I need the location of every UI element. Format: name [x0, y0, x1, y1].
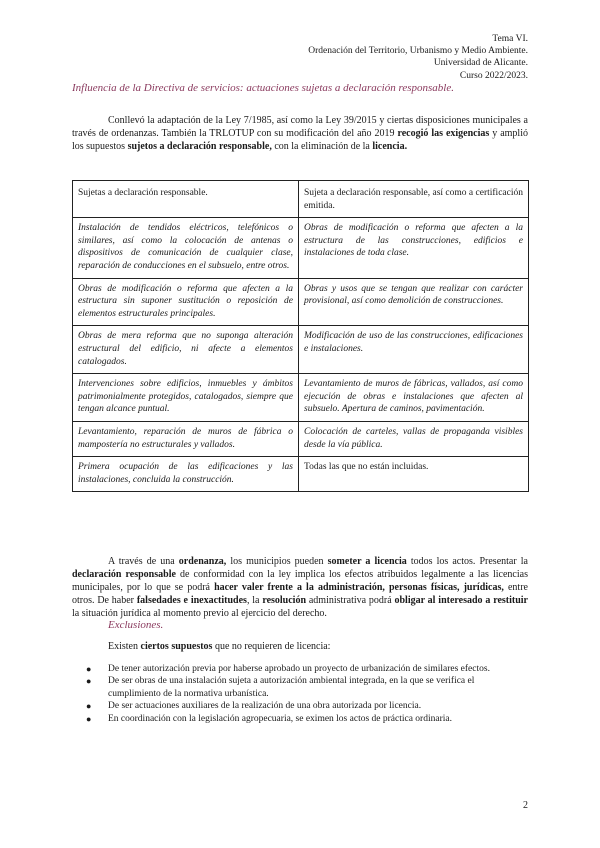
list-item: ● En coordinación con la legislación agropecuaria, se eximen los actos de práctica ordinaria.	[86, 713, 452, 724]
bold-phrase: licencia.	[372, 141, 408, 152]
exclusions-intro: Existen ciertos supuestos que no requieren de licencia:	[108, 641, 331, 652]
bold-phrase: falsedades e inexactitudes	[136, 595, 247, 606]
table-row	[73, 457, 529, 492]
table-cell: Levantamiento de muros de fábricas, vallados, así como ejecución de obras e instalaciones que afecten al subsuelo. Apertura de caminos, pavimentación.	[299, 374, 529, 422]
table-cell: Modificación de uso de las construcciones, edificaciones e instalaciones.	[299, 326, 529, 374]
header-subject: Ordenación del Territorio, Urbanismo y Medio Ambiente.	[308, 46, 528, 57]
bold-phrase: obligar al interesado a restituir	[394, 595, 528, 606]
table-cell: Obras de modificación o reforma que afecten a la estructura de las construcciones, edificios e instalaciones de toda clase.	[299, 218, 529, 278]
table-row	[73, 421, 529, 456]
intro-paragraph: Conllevó la adaptación de la Ley 7/1985, así como la Ley 39/2015 y ciertas disposiciones municipales a través de ordenanzas. También la TRLOTUP con su modificación del año 2019 recogió las exigencias y amplió los supuestos sujetos a declaración responsable, con la eliminación de la licencia.	[72, 115, 528, 152]
page-number: 2	[523, 800, 528, 811]
bold-phrase: resolución	[262, 595, 307, 606]
header-topic: Tema VI.	[492, 34, 528, 44]
bullet-icon: ●	[86, 664, 92, 674]
list-item: ● De ser obras de una instalación sujeta a autorización ambiental integrada, en la que se verifica el cumplimiento de la normativa urbanística.	[86, 676, 475, 699]
table-row	[73, 374, 529, 422]
table-row	[73, 326, 529, 374]
table-cell: Obras y usos que se tengan que realizar con carácter provisional, así como demolición de construcciones.	[299, 278, 529, 326]
exclusions-list	[72, 663, 528, 725]
bold-phrase: ordenanza,	[178, 556, 227, 567]
section-title: Influencia de la Directiva de servicios: actuaciones sujetas a declaración responsable.	[72, 82, 454, 94]
comparison-table	[72, 180, 529, 492]
table-cell: Intervenciones sobre edificios, inmuebles y ámbitos patrimonialmente protegidos, catalogados, siempre que tengan alcance puntual.	[73, 374, 299, 422]
table-cell: Obras de modificación o reforma que afecten a la estructura sin suponer sustitución o reposición de elementos estructurales principales.	[73, 278, 299, 326]
bold-phrase: sujetos a declaración responsable,	[127, 141, 272, 152]
table-row	[73, 218, 529, 278]
table-header-cell: Sujeta a declaración responsable, así como a certificación emitida.	[299, 181, 529, 218]
table-header-row	[73, 181, 529, 218]
body-paragraph: A través de una ordenanza, los municipios pueden someter a licencia todos los actos. Presentar la declaración responsable de conformidad con la ley implica los efectos atribuidos legalmente a las licencias municipales, por lo que se podrá hacer valer frente a la administración, personas físicas, jurídicas, entre otros. De haber falsedades e inexactitudes, la resolución administrativa podrá obligar al interesado a restituir la situación jurídica al momento previo al ejercicio del derecho.	[72, 556, 528, 619]
table-cell: Primera ocupación de las edificaciones y las instalaciones, concluida la construcción.	[73, 457, 299, 492]
header-course: Curso 2022/2023.	[459, 70, 528, 81]
bold-phrase: hacer valer frente a la administración, personas físicas, jurídicas,	[214, 582, 504, 593]
bold-phrase: declaración responsable	[72, 569, 176, 580]
bullet-icon: ●	[86, 701, 92, 712]
page-header	[308, 33, 528, 82]
list-item: ● De tener autorización previa por haberse aprobado un proyecto de urbanización de similares efectos.	[86, 664, 490, 674]
table-row	[73, 278, 529, 326]
bullet-icon: ●	[86, 713, 92, 724]
table-cell: Instalación de tendidos eléctricos, telefónicos o similares, así como la colocación de antenas o dispositivos de comunicación de cualquier clase, reparación de conducciones en el subsuelo, entre otros.	[73, 218, 299, 278]
bold-phrase: ciertos supuestos	[140, 641, 213, 652]
table-cell: Levantamiento, reparación de muros de fábrica o mampostería no estructurales y vallados.	[73, 421, 299, 456]
bold-phrase: someter a licencia	[327, 556, 407, 567]
header-university: Universidad de Alicante.	[433, 58, 528, 69]
subsection-title: Exclusiones.	[108, 619, 164, 631]
table-cell: Colocación de carteles, vallas de propaganda visibles desde la vía pública.	[299, 421, 529, 456]
list-item: ● De ser actuaciones auxiliares de la realización de una obra autorizada por licencia.	[86, 701, 422, 712]
bullet-icon: ●	[86, 676, 92, 687]
bold-phrase: recogió las exigencias	[397, 128, 490, 139]
table-header-cell: Sujetas a declaración responsable.	[73, 181, 299, 218]
table-cell: Todas las que no están incluidas.	[299, 457, 529, 492]
table-cell: Obras de mera reforma que no suponga alteración estructural del edificio, ni afecte a elementos catalogados.	[73, 326, 299, 374]
